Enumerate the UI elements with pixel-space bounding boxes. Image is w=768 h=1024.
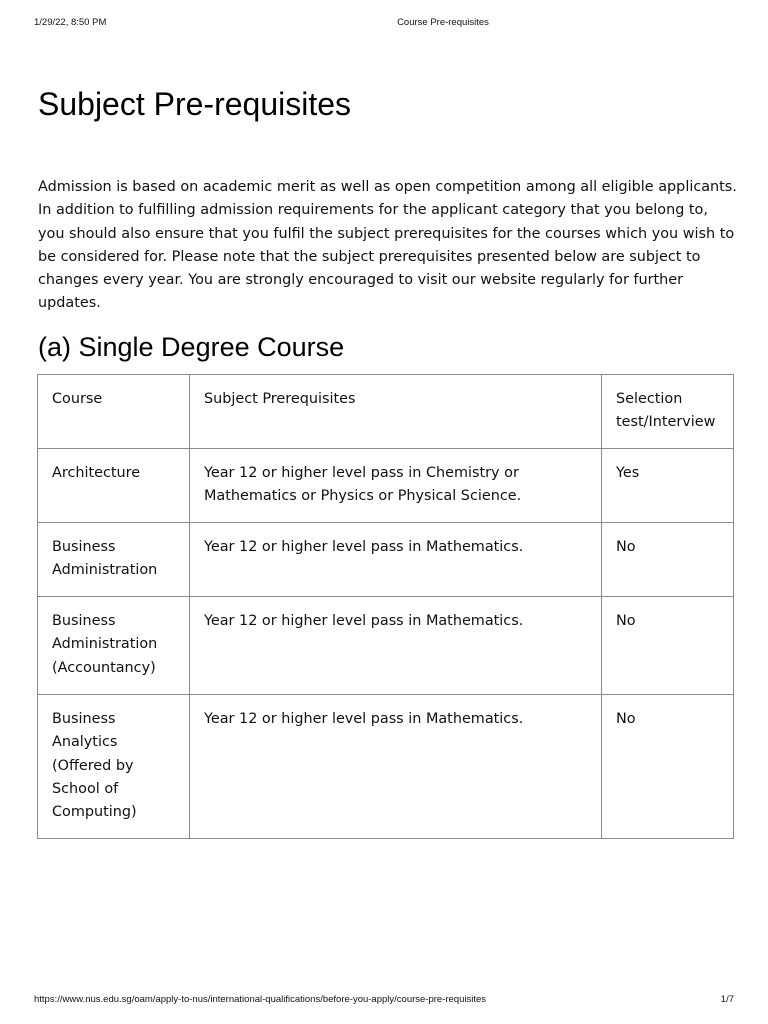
cell-prerequisites: Year 12 or higher level pass in Mathematics. bbox=[190, 523, 602, 597]
cell-course: Business Analytics (Offered by School of Computing) bbox=[38, 695, 190, 839]
table-row bbox=[38, 597, 734, 695]
cell-prerequisites: Year 12 or higher level pass in Mathematics. bbox=[190, 695, 602, 839]
page-number: 1/7 bbox=[720, 994, 734, 1005]
header-subject-prerequisites: Subject Prerequisites bbox=[190, 375, 602, 449]
page-title: Subject Pre-requisites bbox=[38, 86, 352, 122]
prerequisites-table bbox=[37, 374, 734, 839]
table-row bbox=[38, 523, 734, 597]
cell-selection-test: Yes bbox=[602, 449, 734, 523]
table-header-row bbox=[38, 375, 734, 449]
cell-selection-test: No bbox=[602, 597, 734, 695]
cell-course: Business Administration (Accountancy) bbox=[38, 597, 190, 695]
header-course: Course bbox=[38, 375, 190, 449]
print-url: https://www.nus.edu.sg/oam/apply-to-nus/international-qualifications/before-you-apply/course-pre-requisites bbox=[34, 994, 487, 1005]
cell-selection-test: No bbox=[602, 523, 734, 597]
section-title: (a) Single Degree Course bbox=[38, 332, 345, 362]
table-row bbox=[38, 695, 734, 839]
cell-prerequisites: Year 12 or higher level pass in Mathematics. bbox=[190, 597, 602, 695]
cell-selection-test: No bbox=[602, 695, 734, 839]
table-row bbox=[38, 449, 734, 523]
print-document-title: Course Pre-requisites bbox=[397, 17, 489, 28]
intro-paragraph: Admission is based on academic merit as well as open competition among all eligible applicants. In addition to fulfilling admission requirements for the applicant category that you belong to, you should also ensure that you fulfil the subject prerequisites for the courses which you wish to be considered for. Please note that the subject prerequisites presented below are subject to changes every year. You are strongly encouraged to visit our website regularly for further updates. bbox=[38, 179, 737, 312]
cell-course: Business Administration bbox=[38, 523, 190, 597]
header-selection-test: Selection test/Interview bbox=[602, 375, 734, 449]
cell-course: Architecture bbox=[38, 449, 190, 523]
cell-prerequisites: Year 12 or higher level pass in Chemistry or Mathematics or Physics or Physical Science. bbox=[190, 449, 602, 523]
print-datetime: 1/29/22, 8:50 PM bbox=[34, 17, 107, 28]
